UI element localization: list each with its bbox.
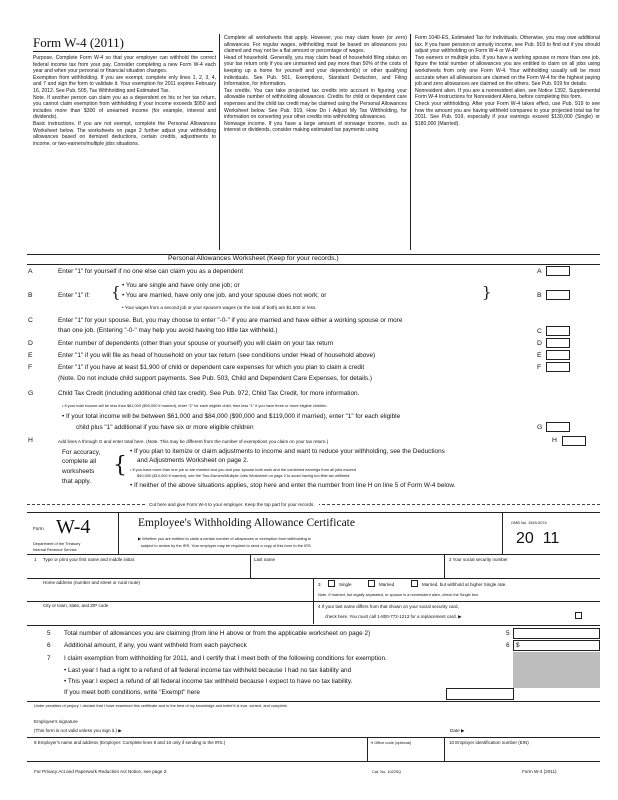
footer-privacy: For Privacy Act and Paperwork Reduction Act Notice, see page 2.: [34, 769, 168, 774]
line-e-text: Enter "1" if you will file as head of household on your tax return (see conditions under Head of household above): [58, 352, 376, 359]
line-letter-g: G: [28, 390, 34, 397]
signature-label1: Employee's signature: [34, 719, 78, 724]
line-7-field-separator: [446, 688, 447, 700]
line-8-label: 8 Employer's name and address (Employer: Complete lines 8 and 10 only if sending to the IRS.): [34, 740, 226, 745]
cert-year: 20 11: [516, 530, 560, 547]
line-h-bullet1: • If you plan to itemize or claim adjustments to income and want to reduce your withholding, see the Deductions: [130, 448, 445, 455]
ssn-field[interactable]: [449, 564, 597, 576]
line-6-dollar: $: [516, 642, 520, 649]
line-h-left1: For accuracy,: [62, 449, 101, 456]
line-c-box[interactable]: [546, 326, 570, 336]
instructions-col2: Complete all worksheets that apply. However, you may claim fewer (or zero) allowances. For regular wages, withholding must be based on allowances you claimed and may not be a flat amount or percentage of wages. Head of household. Generally, you may claim head of household filing status on your tax return only if you are unmarried and pay more than 50% of the costs of keeping up a home for yourself and your dependent(s) or other qualifying individuals. See Pub. 501, Exemptions, Standard Deduction, and Filing Information, for information. Tax credits. You can take projected tax credits into account in figuring your allowable number of withholding allowances. Credits for child or dependent care expenses and the child tax credit may be claimed using the Personal Allowances Worksheet below. See Pub. 919, How Do I Adjust My Tax Withholding, for information on converting your other credits into withholding allowances. Nonwage income. If you have a large amount of nonwage income, such as interest or dividends, consider making estimated tax payments using: [224, 35, 407, 134]
signature-label2: (This form is not valid unless you sign it.) ▶: [34, 728, 122, 733]
line-6-number: 6: [47, 642, 51, 649]
line-c-text2: than one job. (Entering "-0-" may help you avoid having too little tax withheld.): [58, 327, 278, 334]
perjury-statement: Under penalties of perjury, I declare that I have examined this certificate and to the best of my knowledge and belief it is true, correct, and complete.: [34, 703, 288, 708]
married-label: Married: [379, 582, 395, 587]
line-b-bullet2: • You are married, have only one job, and your spouse does not work; or: [122, 292, 327, 299]
line-h-bullet2b: $40,000 ($10,000 if married), see the Two-Earners/Multiple Jobs Worksheet on page 2 to avoid having too little tax withheld.: [137, 473, 351, 478]
line-letter-f: F: [28, 364, 33, 371]
line-letter-d: D: [28, 340, 33, 347]
instructions-col1: Purpose. Complete Form W-4 so that your employer can withhold the correct federal income tax from your pay. Consider completing a new Form W-4 each year and when your personal or financial situation changes. Exemption from withholding. If you are exempt, complete only lines 1, 2, 3, 4, and 7 and sign the form to validate it. Your exemption for 2011 expires February 16, 2012. See Pub. 505, Tax Withholding and Estimated Tax. Note. If another person can claim you as a dependent on his or her tax return, you cannot claim exemption from withholding if your income exceeds $950 and includes more than $300 of unearned income (for example, interest and dividends). Basic instructions. If you are not exempt, complete the Personal Allowances Worksheet below. The worksheets on page 2 further adjust your withholding allowances based on itemized deductions, certain credits, adjustments to income, or two-earners/multiple jobs situations.: [33, 55, 216, 147]
line-b-bullet3: • Your wages from a second job or your spouse's wages (or the total of both) are $1,500 or less.: [122, 305, 317, 310]
line-h-text: Add lines A through G and enter total here. (Note. This may be different from the number of exemptions you claim on your tax return.): [58, 439, 329, 444]
line-6-text: Additional amount, if any, you want withheld from each paycheck: [64, 642, 247, 649]
employer-name-field[interactable]: [34, 747, 364, 760]
last-name-label: Last name: [254, 557, 276, 562]
line-a-box[interactable]: [546, 266, 570, 276]
line-1-number: 1: [34, 557, 37, 562]
line-letter-b: B: [28, 292, 33, 299]
line-b-bullet1: • You are single and have only one job; or: [122, 282, 240, 289]
cert-title: Employee's Withholding Allowance Certificate: [138, 517, 355, 529]
line-b-brace-left: {: [111, 283, 121, 301]
line-e-right: E: [537, 352, 542, 359]
home-address-field[interactable]: [43, 586, 309, 600]
line-d-text: Enter number of dependents (other than your spouse or yourself) you will claim on your tax return: [58, 340, 334, 347]
line-letter-h: H: [28, 437, 33, 444]
form-title: Form W-4 (2011): [33, 35, 124, 50]
line-h-left3: worksheets: [62, 468, 95, 475]
city-state-zip-label: City or town, state, and ZIP code: [43, 603, 109, 608]
line-f-text2: (Note. Do not include child support payments. See Pub. 503, Child and Dependent Care Expenses, for details.): [58, 375, 373, 382]
line-b-enter: Enter "1" if:: [58, 292, 90, 299]
line-h-box[interactable]: [562, 436, 586, 446]
line-7-bullet1: • Last year I had a right to a refund of all federal income tax withheld because I had no tax liability and: [64, 667, 352, 674]
line-h-bullet3: • If neither of the above situations applies, stop here and enter the number from line H on line 5 of Form W-4 below.: [130, 482, 456, 489]
date-label: Date ▶: [450, 728, 465, 733]
footer-form-name: Form W-4 (2011): [522, 769, 557, 774]
exempt-field[interactable]: [446, 688, 514, 700]
first-name-field[interactable]: [43, 564, 246, 576]
signature-field[interactable]: [140, 718, 440, 734]
line-g-bullet1: • If your total income will be less than $61,000 ($90,000 if married), enter "2" for each eligible child; then less "1" if you have three or more eligible children.: [62, 403, 328, 408]
cert-form-label: Form: [33, 526, 44, 531]
line-f-box[interactable]: [546, 362, 570, 372]
line-g-bullet2: • If your total income will be between $61,000 and $84,000 ($90,000 and $119,000 if married), enter "1" for each eligible: [62, 413, 401, 420]
ein-field[interactable]: [449, 747, 597, 760]
line-7-text: I claim exemption from withholding for 2011, and I certify that I meet both of the following conditions for exemption.: [64, 655, 387, 662]
office-code-field[interactable]: [371, 747, 441, 760]
line-7-number: 7: [47, 655, 51, 662]
line-10-label: 10 Employer identification number (EIN): [449, 740, 529, 745]
home-address-label: Home address (number and street or rural route): [43, 580, 141, 585]
line-6-right-number: 6: [506, 642, 510, 649]
married-checkbox[interactable]: [368, 580, 375, 587]
line-g-bullet3: child plus "1" additional if you have six or more eligible children: [76, 424, 254, 431]
instructions-col3: Form 1040-ES, Estimated Tax for Individuals. Otherwise, you may owe additional tax. If you have pension or annuity income, see Pub. 919 to find out if you should adjust your withholding on Form W-4 or W-4P. Two earners or multiple jobs. If you have a working spouse or more than one job, figure the total number of allowances you are entitled to claim on all jobs using worksheets from only one Form W-4. Your withholding usually will be most accurate when all allowances are claimed on the Form W-4 for the highest paying job and zero allowances are claimed on the others. See Pub. 919 for details. Nonresident alien. If you are a nonresident alien, see Notice 1392, Supplemental Form W-4 Instructions for Nonresident Aliens, before completing this form. Check your withholding. After your Form W-4 takes effect, use Pub. 919 to see how the amount you are having withheld compares to your projected total tax for 2011. See Pub. 919, especially if your earnings exceed $130,000 (Single) or $180,000 (Married).: [415, 35, 600, 127]
line-5-right-number: 5: [506, 630, 510, 637]
worksheet-heading: Personal Allowances Worksheet (Keep for your records.): [168, 255, 339, 262]
line-d-right: D: [537, 340, 542, 347]
line-a-text: Enter "1" for yourself if no one else can claim you as a dependent: [58, 268, 244, 275]
single-checkbox[interactable]: [328, 580, 335, 587]
line-c-text1: Enter "1" for your spouse. But, you may choose to enter "-0-" if you are married and have either a working spouse or more: [58, 317, 403, 324]
line-9-label: 9 Office code (optional): [371, 740, 412, 745]
line-5-number: 5: [47, 630, 51, 637]
line-b-brace-right: }: [482, 283, 492, 301]
line-7-shaded-area: [513, 652, 600, 688]
cert-subtitle1: ▶ Whether you are entitled to claim a certain number of allowances or exemption from withholding is: [138, 536, 311, 541]
line-6-field[interactable]: [513, 640, 600, 651]
line-a-right: A: [537, 268, 542, 275]
line-h-left2: complete all: [62, 458, 97, 465]
line-b-box[interactable]: [546, 290, 570, 300]
line-4-text2: check here. You must call 1-800-772-1213 for a replacement card. ▶: [325, 614, 462, 619]
line-h-left4: that apply.: [62, 478, 92, 485]
line-h-right: H: [552, 437, 557, 444]
married-higher-single-label: Married, but withhold at higher Single rate.: [422, 582, 507, 587]
cert-form-number: W-4: [56, 516, 91, 538]
ssn-label: 2 Your social security number: [449, 557, 508, 562]
line-letter-c: C: [28, 317, 33, 324]
line-g-right: G: [537, 424, 543, 431]
line-d-box[interactable]: [546, 338, 570, 348]
line-c-right: C: [537, 328, 542, 335]
last-name-field[interactable]: [254, 564, 440, 576]
city-state-zip-field[interactable]: [43, 609, 309, 623]
line-h-bullet2: • If you have more than one job or are married and you and your spouse both work and the combined earnings from all jobs exceed: [130, 467, 356, 472]
line-4-text1: 4 If your last name differs from that shown on your social security card,: [318, 604, 459, 609]
line-b-right: B: [537, 292, 542, 299]
name-differs-checkbox[interactable]: [575, 612, 582, 619]
date-field[interactable]: [470, 722, 590, 734]
line-7-exempt: If you meet both conditions, write "Exempt" here: [64, 689, 200, 696]
cert-dept1: Department of the Treasury: [33, 541, 81, 546]
cert-dept2: Internal Revenue Service: [33, 547, 77, 552]
line-3-number: 3: [318, 582, 321, 587]
line-g-text: Child Tax Credit (including additional child tax credit). See Pub. 972, Child Tax Credit, for more information.: [58, 390, 360, 397]
line-f-right: F: [537, 364, 542, 371]
line-letter-a: A: [28, 268, 33, 275]
line-letter-e: E: [28, 352, 33, 359]
line-h-bullet1b: and Adjustments Worksheet on page 2.: [137, 457, 249, 464]
cut-line-text: Cut here and give Form W-4 to your employer. Keep the top part for your records.: [145, 501, 319, 509]
footer-cat-number: Cat. No. 10220Q: [372, 769, 402, 774]
single-label: Single: [339, 582, 352, 587]
status-note: Note. If married, but legally separated, or spouse is a nonresident alien, check the Single box.: [318, 592, 480, 597]
cert-subtitle2: subject to review by the IRS. Your employer may be required to send a copy of this form to the IRS.: [141, 543, 312, 548]
line-5-field[interactable]: [513, 628, 600, 639]
line-h-brace: {: [113, 453, 127, 478]
line-g-box[interactable]: [546, 422, 570, 432]
line-7-bullet2: • This year I expect a refund of all federal income tax withheld because I expect to have no tax liability.: [64, 678, 353, 685]
line-e-box[interactable]: [546, 350, 570, 360]
married-higher-single-checkbox[interactable]: [411, 580, 418, 587]
cert-omb: OMB No. 1545-0074: [511, 520, 547, 525]
line-5-text: Total number of allowances you are claiming (from line H above or from the applicable worksheet on page 2): [64, 630, 371, 637]
line-f-text1: Enter "1" if you have at least $1,900 of child or dependent care expenses for which you plan to claim a credit: [58, 364, 365, 371]
line-1-label: Type or print your first name and middle initial.: [43, 557, 136, 562]
